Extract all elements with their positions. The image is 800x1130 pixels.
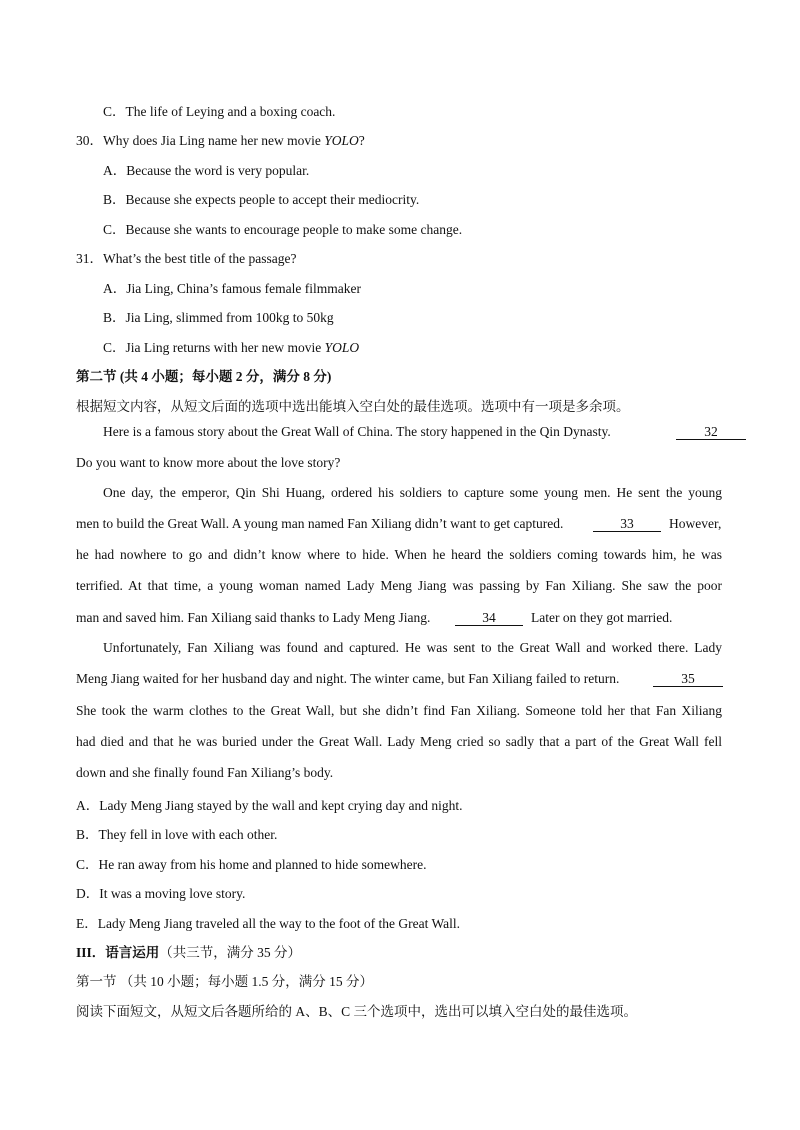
blank-34: 34 [455,610,523,626]
part3-section1-heading: 第一节 （共 10 小题；每小题 1.5 分，满分 15 分） [76,974,373,989]
blank-33: 33 [593,516,661,532]
passage-line: She took the warm clothes to the Great Wall, but she didn’t find Fan Xiliang. Someone told her that Fan Xiliang [76,703,722,718]
q30-stem: 30．Why does Jia Ling name her new movie YOLO? [76,133,365,148]
passage-line: he had nowhere to go and didn’t know where to hide. When he heard the soldiers coming towards him, he was [76,547,722,562]
q31-stem: 31．What’s the best title of the passage? [76,251,297,266]
choice-c: C．He ran away from his home and planned to hide somewhere. [76,857,427,872]
passage-line: man and saved him. Fan Xiliang said thanks to Lady Meng Jiang. [76,610,431,625]
passage-line: had died and that he was buried under the Great Wall. Lady Meng cried so sadly that a part of the Great Wall fell [76,734,722,749]
choice-b: B．They fell in love with each other. [76,827,278,842]
movie-title: YOLO [324,340,360,355]
section2-heading: 第二节 (共 4 小题；每小题 2 分，满分 8 分) [76,369,332,384]
q29-option-c: C．The life of Leying and a boxing coach. [103,104,336,119]
passage-line: Here is a famous story about the Great Wall of China. The story happened in the Qin Dynasty. [103,424,611,439]
passage-line: Meng Jiang waited for her husband day and night. The winter came, but Fan Xiliang failed to return. [76,671,620,686]
part3-instruction: 阅读下面短文，从短文后各题所给的 A、B、C 三个选项中，选出可以填入空白处的最佳选项。 [76,1004,638,1019]
passage-line: down and she finally found Fan Xiliang’s body. [76,765,334,780]
section2-instruction: 根据短文内容，从短文后面的选项中选出能填入空白处的最佳选项。选项中有一项是多余项。 [76,399,630,414]
blank-32: 32 [676,424,746,440]
blank-35: 35 [653,671,723,687]
passage-line: Later on they got married. [531,610,673,625]
movie-title: YOLO [324,133,359,148]
passage-line: Do you want to know more about the love story? [76,455,341,470]
q30-option-a: A．Because the word is very popular. [103,163,310,178]
q30-option-c: C．Because she wants to encourage people to make some change. [103,222,463,237]
q30-option-b: B．Because she expects people to accept their mediocrity. [103,192,420,207]
q31-option-c: C．Jia Ling returns with her new movie YOLO [103,340,360,355]
q31-option-a: A．Jia Ling, China’s famous female filmmaker [103,281,361,296]
passage-line: However, [669,516,722,531]
choice-d: D．It was a moving love story. [76,886,246,901]
passage-line: Unfortunately, Fan Xiliang was found and captured. He was sent to the Great Wall and worked there. Lady [103,640,722,655]
choice-a: A．Lady Meng Jiang stayed by the wall and kept crying day and night. [76,798,463,813]
choice-e: E．Lady Meng Jiang traveled all the way to the foot of the Great Wall. [76,916,461,931]
q31-option-b: B．Jia Ling, slimmed from 100kg to 50kg [103,310,334,325]
passage-line: men to build the Great Wall. A young man named Fan Xiliang didn’t want to get captured. [76,516,564,531]
passage-line: One day, the emperor, Qin Shi Huang, ordered his soldiers to capture some young men. He sent the young [103,485,722,500]
part3-heading: III．语言运用（共三节，满分 35 分） [76,945,302,960]
passage-line: terrified. At that time, a young woman named Lady Meng Jiang was passing by Fan Xiliang. She saw the poor [76,578,722,593]
